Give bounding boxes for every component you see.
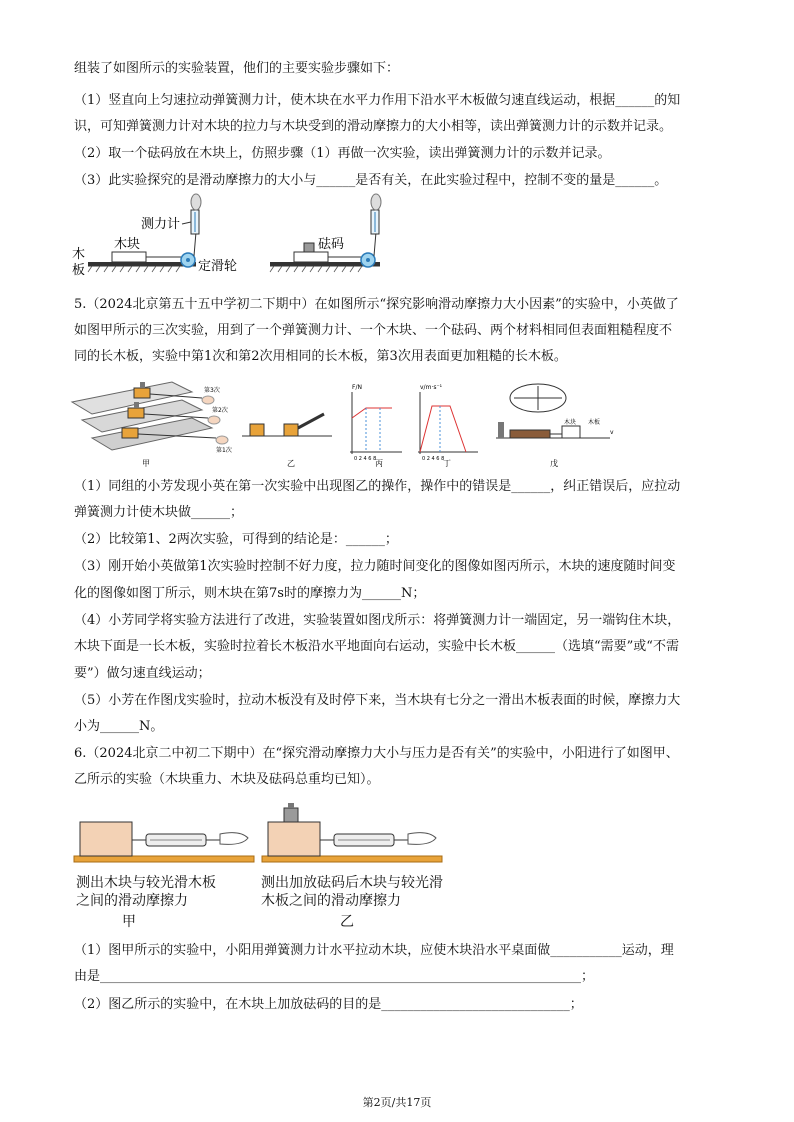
weight-label: 砝码 <box>318 237 345 252</box>
q6-line1: 6.（2024北京二中初二下期中）在“探究滑动摩擦力大小与压力是否有关”的实验中，小阳进行了如图甲、 <box>74 746 679 761</box>
meter-label: 测力计 <box>141 217 181 232</box>
q4-step1-line2: 识，可知弹簧测力计对木块的拉力与木块受到的滑动摩擦力的大小相等，读出弹簧测力计的示数并记录。 <box>74 119 673 134</box>
q6-caption-yi-1: 测出加放砝码后木块与较光滑 <box>261 875 443 891</box>
wu-board-label: 木板 <box>588 419 601 426</box>
q5-line3: 同的长木板，实验中第1次和第2次用相同的长木板，第3次用表面更加粗糙的长木板。 <box>74 349 567 364</box>
wood-block-right <box>294 252 328 262</box>
q6-weight-icon <box>284 808 298 822</box>
q5-p4-line1: （4）小芳同学将实验方法进行了改进，实验装置如图戊所示：将弹簧测力计一端固定，另一端钩住木块， <box>74 613 681 628</box>
q6-block-yi <box>268 822 320 856</box>
q6-caption-jia-3: 甲 <box>122 914 136 930</box>
pulley-label: 定滑轮 <box>198 259 238 274</box>
bing-ticks: 0 2 4 6 8 <box>354 456 377 462</box>
wu-v-label: v <box>610 429 614 436</box>
q5-line2: 如图甲所示的三次实验，用到了一个弹簧测力计、一个木块、一个砝码、两个材料相同但表面粗糙程度不 <box>74 323 673 338</box>
trial-1-label: 第1次 <box>216 447 232 454</box>
wu-block-label: 木块 <box>564 419 577 426</box>
weight-icon <box>304 243 314 252</box>
fig-ding-label: 丁 <box>443 459 451 468</box>
q5-p4-line3: 要”）做匀速直线运动； <box>74 666 211 681</box>
q5-figure <box>62 372 622 468</box>
q6-p1-line2: 由是__________________________________________________________________________； <box>74 969 595 984</box>
wood-block-left <box>112 252 146 262</box>
trial-2-label: 第2次 <box>212 407 228 414</box>
q4-setup-right <box>270 194 381 272</box>
ding-ticks: 0 2 4 6 8 <box>422 456 445 462</box>
trial-3-label: 第3次 <box>204 387 220 394</box>
q5-p4-line2: 木块下面是一长木板，实验时拉着长木板沿水平地面向右运动，实验中长木板______（选填“需要”或“不需 <box>74 639 679 654</box>
q5-fig-ding <box>418 384 478 468</box>
q4-step1-line1: （1）竖直向上匀速拉动弹簧测力计，使木块在水平力作用下沿水平木板做匀速直线运动，根据______的知 <box>74 93 681 108</box>
q5-fig-wu <box>496 384 614 468</box>
q5-fig-bing <box>350 384 402 468</box>
q5-p3-line1: （3）刚开始小英做第1次实验时控制不好力度，拉力随时间变化的图像如图丙所示，木块的速度随时间变 <box>74 559 676 574</box>
q6-caption-yi-2: 木板之间的滑动摩擦力 <box>261 893 401 909</box>
ding-y-axis: v/m·s⁻¹ <box>420 384 443 391</box>
intro-text: 组装了如图所示的实验装置，他们的主要实验步骤如下： <box>74 61 400 76</box>
fig-jia-label: 甲 <box>142 459 150 468</box>
board-label-2: 板 <box>72 263 86 278</box>
q5-p2: （2）比较第1、2两次实验，可得到的结论是：______； <box>74 532 398 547</box>
q5-p5-line2: 小为______N。 <box>74 719 164 734</box>
q5-p3-line2: 化的图像如图丁所示，则木块在第7s时的摩擦力为______N； <box>74 586 426 601</box>
fig-wu-label: 戊 <box>550 459 558 468</box>
q6-figure <box>70 800 460 868</box>
q5-p5-line1: （5）小芳在作图戊实验时，拉动木板没有及时停下来，当木块有七分之一滑出木板表面的时候，摩擦力大 <box>74 693 681 708</box>
q6-fig-jia <box>74 822 254 862</box>
bing-y-axis: F/N <box>352 384 362 391</box>
q5-fig-yi <box>242 414 332 468</box>
q6-line2: 乙所示的实验（木块重力、木块及砝码总重均已知）。 <box>74 772 380 787</box>
q5-fig-jia <box>72 382 232 468</box>
q6-block-jia <box>80 822 132 856</box>
q4-setup-left <box>72 194 237 278</box>
q5-line1: 5.（2024北京第五十五中学初二下期中）在如图所示“探究影响滑动摩擦力大小因素”的实验中，小英做了 <box>74 297 679 312</box>
q4-step2: （2）取一个砝码放在木块上，仿照步骤（1）再做一次实验，读出弹簧测力计的示数并记录。 <box>74 146 611 161</box>
q6-p2: （2）图乙所示的实验中，在木块上加放砝码的目的是_____________________________； <box>74 997 583 1012</box>
q6-p1-line1: （1）图甲所示的实验中，小阳用弹簧测力计水平拉动木块，应使木块沿水平桌面做___________运动，理 <box>74 943 674 958</box>
q6-caption-jia-1: 测出木块与较光滑木板 <box>76 875 216 891</box>
q6-caption-jia-2: 之间的滑动摩擦力 <box>76 893 188 909</box>
q6-caption-yi-3: 乙 <box>340 914 354 930</box>
fig-yi-label: 乙 <box>287 459 295 468</box>
page-footer: 第2页/共17页 <box>362 1096 432 1109</box>
q6-fig-yi <box>262 803 442 862</box>
q4-step3: （3）此实验探究的是滑动摩擦力的大小与______是否有关，在此实验过程中，控制不变的量是______。 <box>74 173 668 188</box>
fig-bing-label: 丙 <box>375 459 383 468</box>
block-label: 木块 <box>114 237 141 252</box>
board-label-1: 木 <box>72 247 86 262</box>
q5-p1-line1: （1）同组的小芳发现小英在第一次实验中出现图乙的操作，操作中的错误是______，纠正错误后，应拉动 <box>74 479 681 494</box>
q4-figure <box>70 192 400 282</box>
q5-p1-line2: 弹簧测力计使木块做______； <box>74 505 244 520</box>
